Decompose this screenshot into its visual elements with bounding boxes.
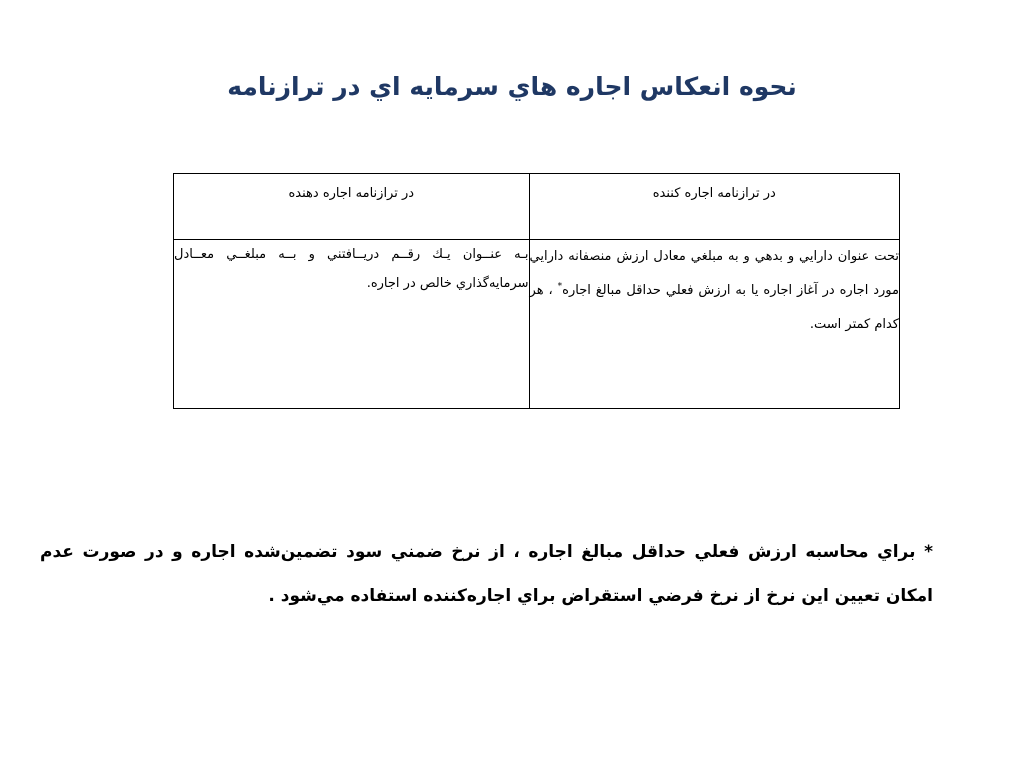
lease-comparison-table: [173, 173, 900, 409]
header-lessee: در ترازنامه اجاره كننده: [529, 174, 899, 240]
cell-lessor: [174, 240, 530, 409]
footnote-mark: *: [557, 281, 563, 292]
slide-title: نحوه انعكاس اجاره هاي سرمايه اي در ترازنامه: [227, 72, 797, 101]
lessee-text-main: تحت عنوان دارايي و بدهي و به مبلغي معادل ارزش منصفانه دارايي مورد اجاره در آغاز اجاره يا به ارزش فعلي حداقل مبالغ اجاره: [529, 249, 899, 298]
table-header-row: [174, 174, 900, 240]
lessee-cell-text: [530, 240, 899, 341]
cell-lessee: [529, 240, 899, 409]
table-row: [174, 240, 900, 409]
footnote-text: * براي محاسبه ارزش فعلي حداقل مبالغ اجاره ، از نرخ ضمني سود تضمين‌شده اجاره و در صورت عدم امكان تعيين اين نرخ از نرخ فرضي استقراض براي اجاره‌كننده استفاده مي‌شود .: [40, 542, 933, 607]
lessee-text-tail: ، هر كدام كمتر است.: [529, 282, 899, 332]
header-lessor: در ترازنامه اجاره دهنده: [174, 174, 530, 240]
lessor-cell-text: بـه عنــوان يـك رقــم دريــافتني و بــه مبلغــي معــادل سرمايه‌گذاري خالص در اجاره.: [174, 247, 529, 292]
